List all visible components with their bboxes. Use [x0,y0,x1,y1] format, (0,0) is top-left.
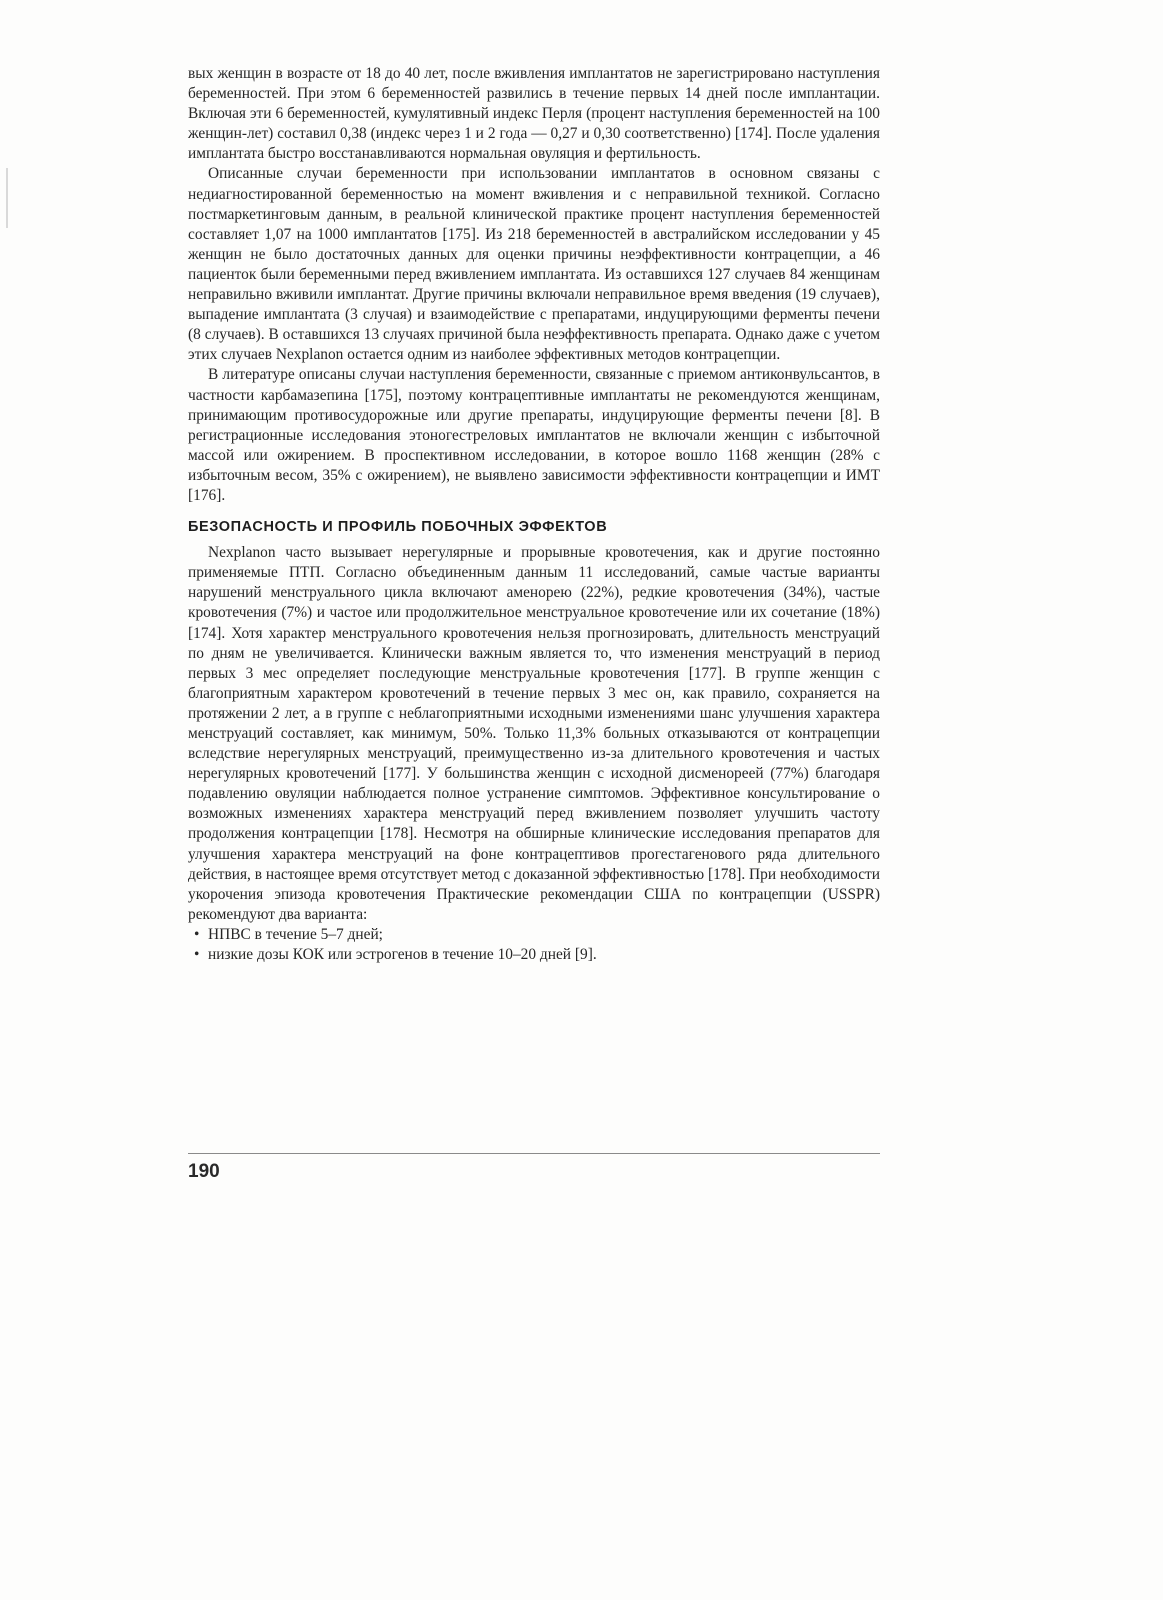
list-item [194,925,880,945]
list-item-text: низкие дозы КОК или эстрогенов в течение 10–20 дней [9]. [208,946,597,964]
scan-edge-artifact [6,168,8,228]
list-item [194,945,880,965]
recommendation-list [188,925,880,965]
paragraph-anticonvulsants: В литературе описаны случаи наступления беременности, связанные с приемом антиконвульсантов, в частности карбамазепина [175], поэтому контрацептивные имплантаты не рекомендуются женщинам, принимающим противосудорожные или другие препараты, индуцирующие ферменты печени [8]. В регистрационные исследования этоногестреловых имплантатов не включали женщин с избыточной массой или ожирением. В проспективном исследовании, в которое вошло 1168 женщин (28% с избыточным весом, 35% с ожирением), не выявлено зависимости эффективности контрацепции и ИМТ [176]. [188,366,880,504]
paragraph-safety-profile: Nexplanon часто вызывает нерегулярные и прорывные кровотечения, как и другие постоянно применяемые ПТП. Согласно объединенным данным 11 исследований, самые частые варианты нарушений менструального цикла включают аменорею (22%), редкие кровотечения (34%), частые кровотечения (7%) и частое или продолжительное менструальное кровотечение или их сочетание (18%) [174]. Хотя характер менструального кровотечения нельзя прогнозировать, длительность менструаций по дням не увеличивается. Клинически важным является то, что изменения менструаций в период первых 3 мес определяет последующие менструальные кровотечения [177]. В группе женщин с благоприятным характером кровотечений в течение первых 3 мес он, как правило, сохраняется на протяжении 2 лет, а в группе с неблагоприятными исходными изменениями шанс улучшения характера менструаций составляет, как минимум, 50%. Только 11,3% больных отказываются от контрацепции вследствие нерегулярных менструаций, преимущественно из-за длительного кровотечения и частых нерегулярных кровотечений [177]. У большинства женщин с исходной дисменореей (77%) благодаря подавлению овуляции наблюдается полное устранение симптомов. Эффективное консультирование о возможных изменениях характера менструаций перед вживлением позволяет улучшить частоту продолжения контрацепции [178]. Несмотря на обширные клинические исследования препаратов для улучшения характера менструаций на фоне контрацептивов прогестагенового ряда длительного действия, в настоящее время отсутствует метод с доказанной эффективностью [178]. При необходимости укорочения эпизода кровотечения Практические рекомендации США по контрацепции (USSPR) рекомендуют два варианта: [188,544,880,923]
page-number: 190 [188,1161,220,1182]
paragraph-continuation: вых женщин в возрасте от 18 до 40 лет, после вживления имплантатов не зарегистрировано наступления беременностей. При этом 6 беременностей развились в течение первых 14 дней после имплантации. Включая эти 6 беременностей, кумулятивный индекс Перля (процент наступления беременностей на 100 женщин-лет) составил 0,38 (индекс через 1 и 2 года — 0,27 и 0,30 соответственно) [174]. После удаления имплантата быстро восстанавливаются нормальная овуляция и фертильность. [188,65,880,163]
list-item-text: НПВС в течение 5–7 дней; [208,925,383,943]
section-heading: БЕЗОПАСНОСТЬ И ПРОФИЛЬ ПОБОЧНЫХ ЭФФЕКТОВ [188,519,608,536]
bullet-icon: • [194,946,200,964]
body-text [188,64,880,965]
footer-divider [188,1153,880,1154]
bullet-icon: • [194,925,200,943]
paragraph-pregnancy-cases: Описанные случаи беременности при использовании имплантатов в основном связаны с недиагностированной беременностью на момент вживления и с неправильной техникой. Согласно постмаркетинговым данным, в реальной клинической практике процент наступления беременностей составляет 1,07 на 1000 имплантатов [175]. Из 218 беременностей в австралийском исследовании у 45 женщин не было достаточных данных для оценки причины неэффективности контрацепции, а 46 пациенток были беременными перед вживлением имплантата. Из оставшихся 127 случаев 84 женщинам неправильно вживили имплантат. Другие причины включали неправильное время введения (19 случаев), выпадение имплантата (3 случая) и взаимодействие с препаратами, индуцирующими ферменты печени (8 случаев). В оставшихся 13 случаях причиной была неэффективность препарата. Однако даже с учетом этих случаев Nexplanon остается одним из наиболее эффективных методов контрацепции. [188,165,880,364]
